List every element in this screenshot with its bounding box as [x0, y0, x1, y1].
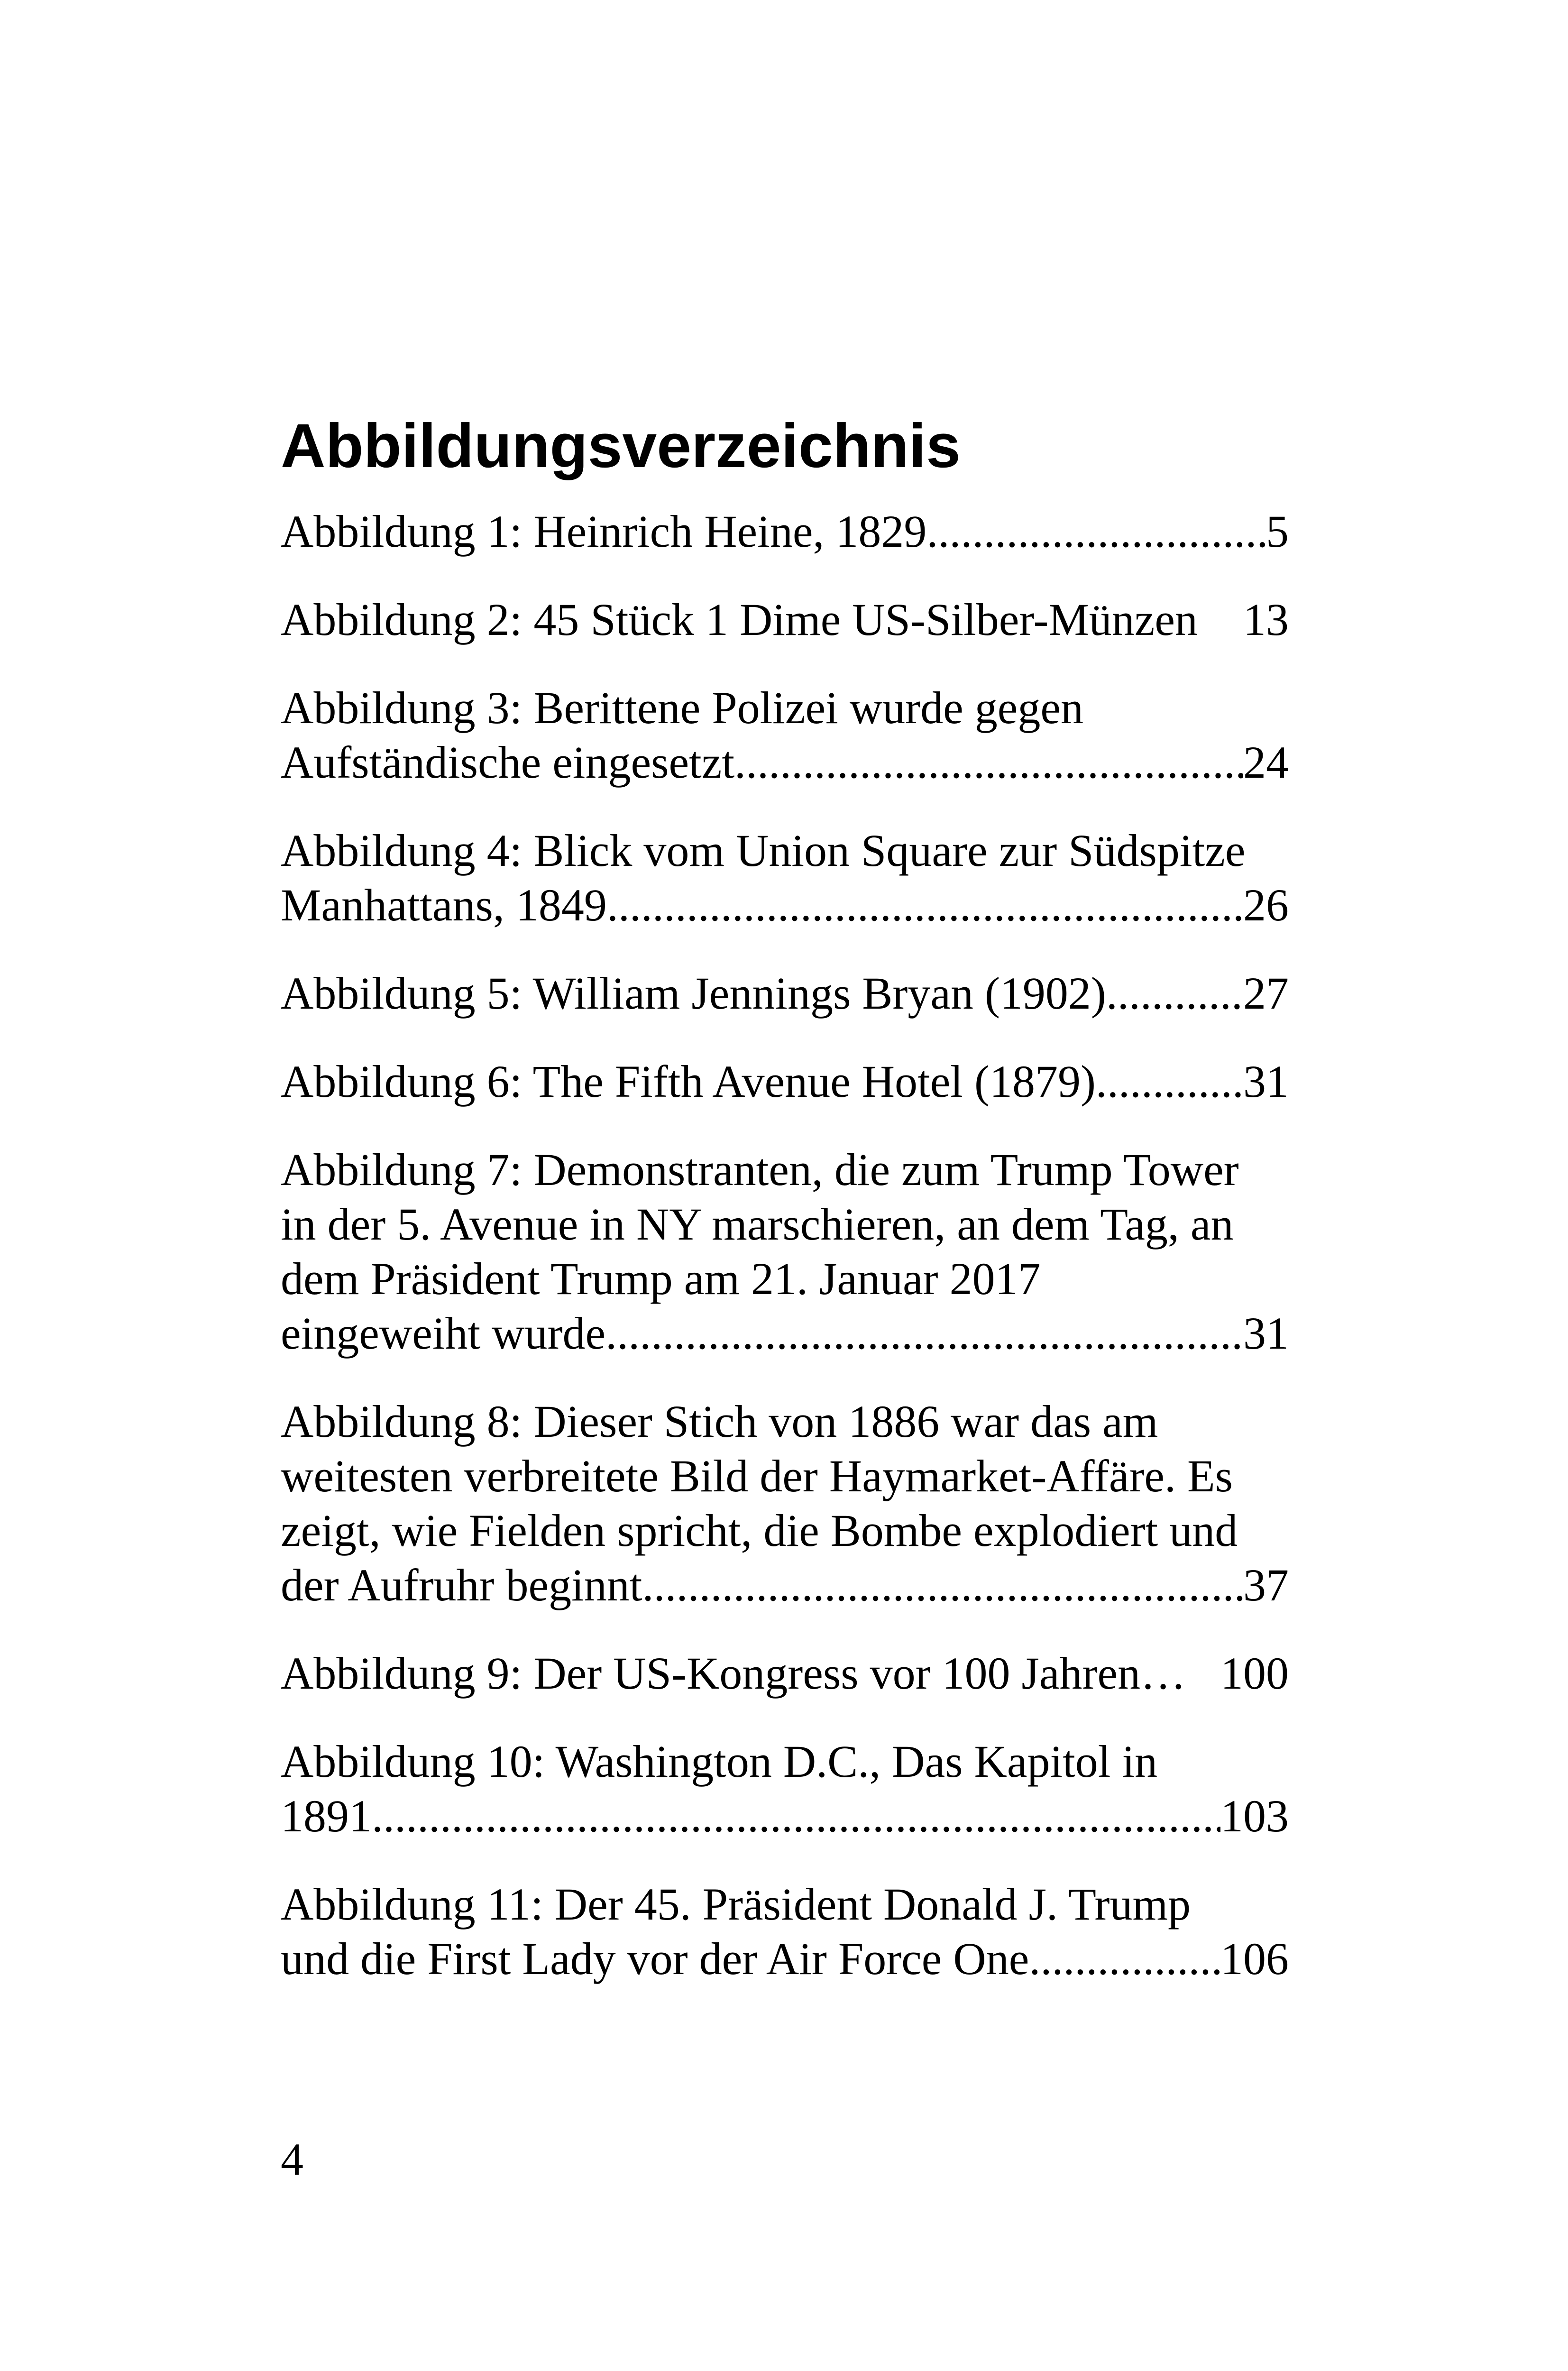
page-number: 4 [281, 2134, 303, 2185]
dot-leader [642, 1558, 1243, 1612]
entry-title-line: in der 5. Avenue in NY marschieren, an dem Tag, an [281, 1199, 1234, 1250]
entry-last-line [281, 592, 1289, 647]
entry-title-line: Abbildung 7: Demonstranten, die zum Trump Tower [281, 1144, 1239, 1195]
dot-leader [1029, 1931, 1220, 1986]
entry-title-line: eingeweiht wurde [281, 1308, 606, 1359]
entry-title-line: Abbildung 4: Blick vom Union Square zur Südspitze [281, 825, 1246, 876]
toc-entry [281, 823, 1289, 932]
toc-entry [281, 1646, 1289, 1700]
entry-page-number: 27 [1243, 968, 1289, 1019]
entry-title-line: Abbildung 2: 45 Stück 1 Dime US-Silber-Münzen [281, 594, 1198, 645]
toc-entry [281, 1142, 1289, 1360]
entry-title-line: und die First Lady vor der Air Force One [281, 1933, 1029, 1984]
entry-last-line [281, 1646, 1289, 1700]
entry-last-line [281, 504, 1289, 559]
entry-title-line: Abbildung 10: Washington D.C., Das Kapitol in [281, 1736, 1158, 1787]
dot-leader [372, 1789, 1220, 1843]
dot-leader [607, 878, 1243, 932]
entry-page-number: 26 [1243, 880, 1289, 930]
entry-title-line: der Aufruhr beginnt [281, 1560, 642, 1610]
entry-title-line: Abbildung 6: The Fifth Avenue Hotel (1879) [281, 1056, 1096, 1107]
entry-title-line: Aufständische eingesetzt [281, 737, 734, 788]
entry-title-line: Abbildung 1: Heinrich Heine, 1829 [281, 506, 927, 557]
entry-title-line: weitesten verbreitete Bild der Haymarket-Affäre. Es [281, 1451, 1233, 1501]
toc-entry [281, 1394, 1289, 1612]
entry-page-number: 106 [1220, 1933, 1289, 1984]
toc-entry [281, 680, 1289, 790]
entry-last-line [281, 1054, 1289, 1109]
dot-leader [1096, 1054, 1243, 1109]
entry-last-line [281, 735, 1289, 790]
entry-page-number: 31 [1243, 1056, 1289, 1107]
entry-page-number: 31 [1243, 1308, 1289, 1359]
dot-leader [605, 1306, 1243, 1360]
toc-entry [281, 1054, 1289, 1109]
entry-title-line: Abbildung 9: Der US-Kongress vor 100 Jahren… [281, 1648, 1186, 1699]
entry-title-line: 1891 [281, 1791, 372, 1841]
entry-last-line [281, 966, 1289, 1020]
entry-title-line: Abbildung 8: Dieser Stich von 1886 war das am [281, 1396, 1158, 1447]
toc-entry [281, 592, 1289, 647]
dot-leader [1106, 966, 1243, 1020]
entry-title-line: Manhattans, 1849 [281, 880, 607, 930]
entry-page-number: 13 [1243, 594, 1289, 645]
entry-title-line: Abbildung 5: William Jennings Bryan (1902) [281, 968, 1106, 1019]
entry-page-number: 24 [1243, 737, 1289, 788]
entry-last-line [281, 878, 1289, 932]
entry-title-line: Abbildung 11: Der 45. Präsident Donald J. Trump [281, 1879, 1191, 1930]
entry-last-line [281, 1306, 1289, 1360]
entry-page-number: 37 [1243, 1560, 1289, 1610]
page-title: Abbildungsverzeichnis [281, 411, 961, 480]
entry-page-number: 103 [1220, 1791, 1289, 1841]
entry-last-line [281, 1789, 1289, 1843]
entry-last-line [281, 1558, 1289, 1612]
entry-page-number: 100 [1220, 1648, 1289, 1699]
entry-title-line: Abbildung 3: Berittene Polizei wurde gegen [281, 682, 1083, 733]
toc-entry [281, 1734, 1289, 1843]
entry-page-number: 5 [1266, 506, 1289, 557]
entry-last-line [281, 1931, 1289, 1986]
figure-index-list [281, 504, 1289, 1986]
dot-leader [926, 504, 1266, 559]
dot-leader [734, 735, 1243, 790]
entry-title-line: dem Präsident Trump am 21. Januar 2017 [281, 1253, 1041, 1304]
toc-entry [281, 966, 1289, 1020]
toc-entry [281, 1877, 1289, 1986]
toc-entry [281, 504, 1289, 559]
entry-title-line: zeigt, wie Fielden spricht, die Bombe explodiert und [281, 1505, 1238, 1556]
